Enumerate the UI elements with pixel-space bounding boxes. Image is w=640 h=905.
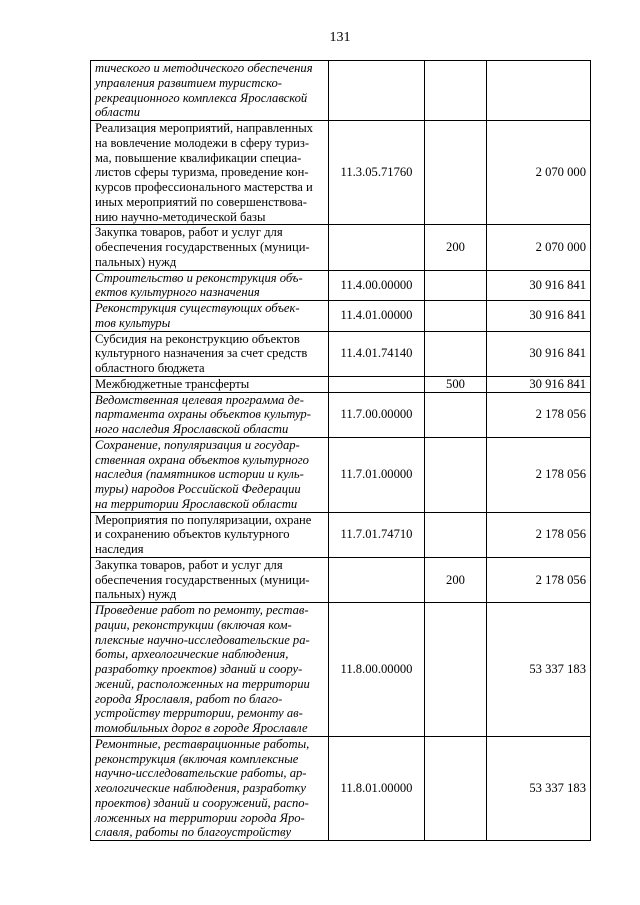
item-name-line: Реализация мероприятий, направленных xyxy=(95,121,313,135)
item-name-line: Строительство и реконструкция объ- xyxy=(95,270,303,285)
item-name-line: тов культуры xyxy=(95,315,171,330)
item-name-cell xyxy=(91,603,329,737)
item-name-line: города Ярославля, работ по благо- xyxy=(95,691,283,706)
amount-cell: 2 070 000 xyxy=(487,225,591,270)
item-name-line: обеспечения государственных (муници- xyxy=(95,240,310,254)
item-name-line: нию научно-методической базы xyxy=(95,209,266,224)
item-name-cell xyxy=(91,121,329,225)
expense-type-code xyxy=(425,603,487,737)
expense-type-code xyxy=(425,121,487,225)
item-name-line: иных мероприятий по совершенствова- xyxy=(95,194,307,209)
table-row xyxy=(91,301,591,332)
item-name-cell xyxy=(91,61,329,121)
item-name-line: Реконструкция существующих объек- xyxy=(95,301,300,315)
amount-cell: 30 916 841 xyxy=(487,331,591,376)
item-name-cell xyxy=(91,557,329,602)
item-name-cell xyxy=(91,331,329,376)
item-name-line: листов сферы туризма, проведение кон- xyxy=(95,165,309,180)
expense-type-code: 200 xyxy=(425,557,487,602)
item-name-line: культурного назначения за счет средств xyxy=(95,346,308,361)
target-article-code: 11.4.00.00000 xyxy=(329,270,425,301)
budget-table xyxy=(90,60,591,841)
item-name-line: хеологические наблюдения, разработку xyxy=(95,781,306,795)
item-name-line: Мероприятия по популяризации, охране xyxy=(95,512,312,527)
item-name-line: славля, работы по благоустройству xyxy=(95,825,292,840)
item-name-cell xyxy=(91,392,329,437)
target-article-code: 11.4.01.74140 xyxy=(329,331,425,376)
target-article-code xyxy=(329,376,425,392)
item-name-line: туры) народов Российской Федерации xyxy=(95,482,301,496)
table-row xyxy=(91,61,591,121)
target-article-code: 11.7.00.00000 xyxy=(329,392,425,437)
expense-type-code xyxy=(425,736,487,840)
target-article-code xyxy=(329,61,425,121)
item-name-line: пальных) нужд xyxy=(95,587,177,602)
amount-cell: 2 178 056 xyxy=(487,557,591,602)
item-name-line: ма, повышение квалификации специа- xyxy=(95,150,302,165)
table-row xyxy=(91,512,591,557)
target-article-code: 11.7.01.00000 xyxy=(329,437,425,512)
budget-table-body xyxy=(91,61,591,841)
target-article-code: 11.8.00.00000 xyxy=(329,603,425,737)
amount-cell: 53 337 183 xyxy=(487,736,591,840)
item-name-line: ектов культурного назначения xyxy=(95,285,260,300)
item-name-line: научно-исследовательские работы, ар- xyxy=(95,766,307,781)
target-article-code xyxy=(329,557,425,602)
page-number: 131 xyxy=(329,30,351,45)
item-name-cell xyxy=(91,376,329,392)
item-name-line: тического и методического обеспечения xyxy=(95,61,313,75)
item-name-line: рекреационного комплекса Ярославской xyxy=(95,90,308,105)
item-name-line: проектов) зданий и сооружений, распо- xyxy=(95,795,309,810)
item-name-line: Сохранение, популяризация и государ- xyxy=(95,437,300,452)
target-article-code: 11.4.01.00000 xyxy=(329,301,425,332)
item-name-cell xyxy=(91,270,329,301)
item-name-line: области xyxy=(95,105,141,120)
item-name-cell xyxy=(91,225,329,270)
table-row xyxy=(91,121,591,225)
expense-type-code: 500 xyxy=(425,376,487,392)
item-name-line: разработку проектов) зданий и соору- xyxy=(95,662,303,676)
item-name-cell xyxy=(91,301,329,332)
amount-cell: 30 916 841 xyxy=(487,301,591,332)
item-name-line: Закупка товаров, работ и услуг для xyxy=(95,557,283,572)
amount-cell: 30 916 841 xyxy=(487,376,591,392)
expense-type-code xyxy=(425,392,487,437)
target-article-code: 11.7.01.74710 xyxy=(329,512,425,557)
item-name-line: на территории Ярославской области xyxy=(95,496,298,511)
amount-cell: 2 178 056 xyxy=(487,392,591,437)
item-name-line: Межбюджетные трансферты xyxy=(95,376,250,391)
item-name-line: жений, расположенных на территории xyxy=(95,676,310,691)
item-name-line: Проведение работ по ремонту, рестав- xyxy=(95,603,309,617)
item-name-line: ственная охрана объектов культурного xyxy=(95,452,309,467)
amount-cell: 53 337 183 xyxy=(487,603,591,737)
table-row xyxy=(91,270,591,301)
expense-type-code xyxy=(425,331,487,376)
item-name-line: областного бюджета xyxy=(95,361,205,375)
item-name-line: рации, реконструкции (включая ком- xyxy=(95,617,292,632)
item-name-line: ного наследия Ярославской области xyxy=(95,422,289,436)
item-name-line: и сохранению объектов культурного xyxy=(95,527,290,542)
item-name-line: наследия (памятников истории и куль- xyxy=(95,467,304,482)
amount-cell: 2 178 056 xyxy=(487,437,591,512)
item-name-line: партамента охраны объектов культур- xyxy=(95,407,311,422)
item-name-line: Ремонтные, реставрационные работы, xyxy=(95,736,310,751)
item-name-line: боты, археологические наблюдения, xyxy=(95,647,289,662)
table-row xyxy=(91,331,591,376)
item-name-line: устройству территории, ремонту ав- xyxy=(95,706,303,721)
target-article-code: 11.8.01.00000 xyxy=(329,736,425,840)
target-article-code xyxy=(329,225,425,270)
expense-type-code: 200 xyxy=(425,225,487,270)
amount-cell: 2 070 000 xyxy=(487,121,591,225)
item-name-line: Ведомственная целевая программа де- xyxy=(95,392,304,407)
table-row xyxy=(91,376,591,392)
table-row xyxy=(91,437,591,512)
amount-cell xyxy=(487,61,591,121)
amount-cell: 2 178 056 xyxy=(487,512,591,557)
amount-cell: 30 916 841 xyxy=(487,270,591,301)
expense-type-code xyxy=(425,301,487,332)
item-name-line: пальных) нужд xyxy=(95,254,177,269)
expense-type-code xyxy=(425,437,487,512)
target-article-code: 11.3.05.71760 xyxy=(329,121,425,225)
item-name-line: плексные научно-исследовательские ра- xyxy=(95,632,310,647)
item-name-line: ложенных на территории города Яро- xyxy=(95,810,305,825)
item-name-cell xyxy=(91,736,329,840)
item-name-cell xyxy=(91,437,329,512)
expense-type-code xyxy=(425,61,487,121)
table-row xyxy=(91,225,591,270)
table-row xyxy=(91,557,591,602)
item-name-line: Субсидия на реконструкцию объектов xyxy=(95,331,300,346)
item-name-line: реконструкция (включая комплексные xyxy=(95,751,299,766)
item-name-line: курсов профессионального мастерства и xyxy=(95,180,313,194)
table-row xyxy=(91,603,591,737)
table-row xyxy=(91,736,591,840)
item-name-line: управления развитием туристско- xyxy=(95,75,282,90)
item-name-line: наследия xyxy=(95,542,144,556)
item-name-line: обеспечения государственных (муници- xyxy=(95,572,310,587)
table-row xyxy=(91,392,591,437)
item-name-line: томобильных дорог в городе Ярославле xyxy=(95,721,308,735)
expense-type-code xyxy=(425,270,487,301)
item-name-line: на вовлечение молодежи в сферу туриз- xyxy=(95,135,310,150)
expense-type-code xyxy=(425,512,487,557)
item-name-cell xyxy=(91,512,329,557)
item-name-line: Закупка товаров, работ и услуг для xyxy=(95,225,283,240)
